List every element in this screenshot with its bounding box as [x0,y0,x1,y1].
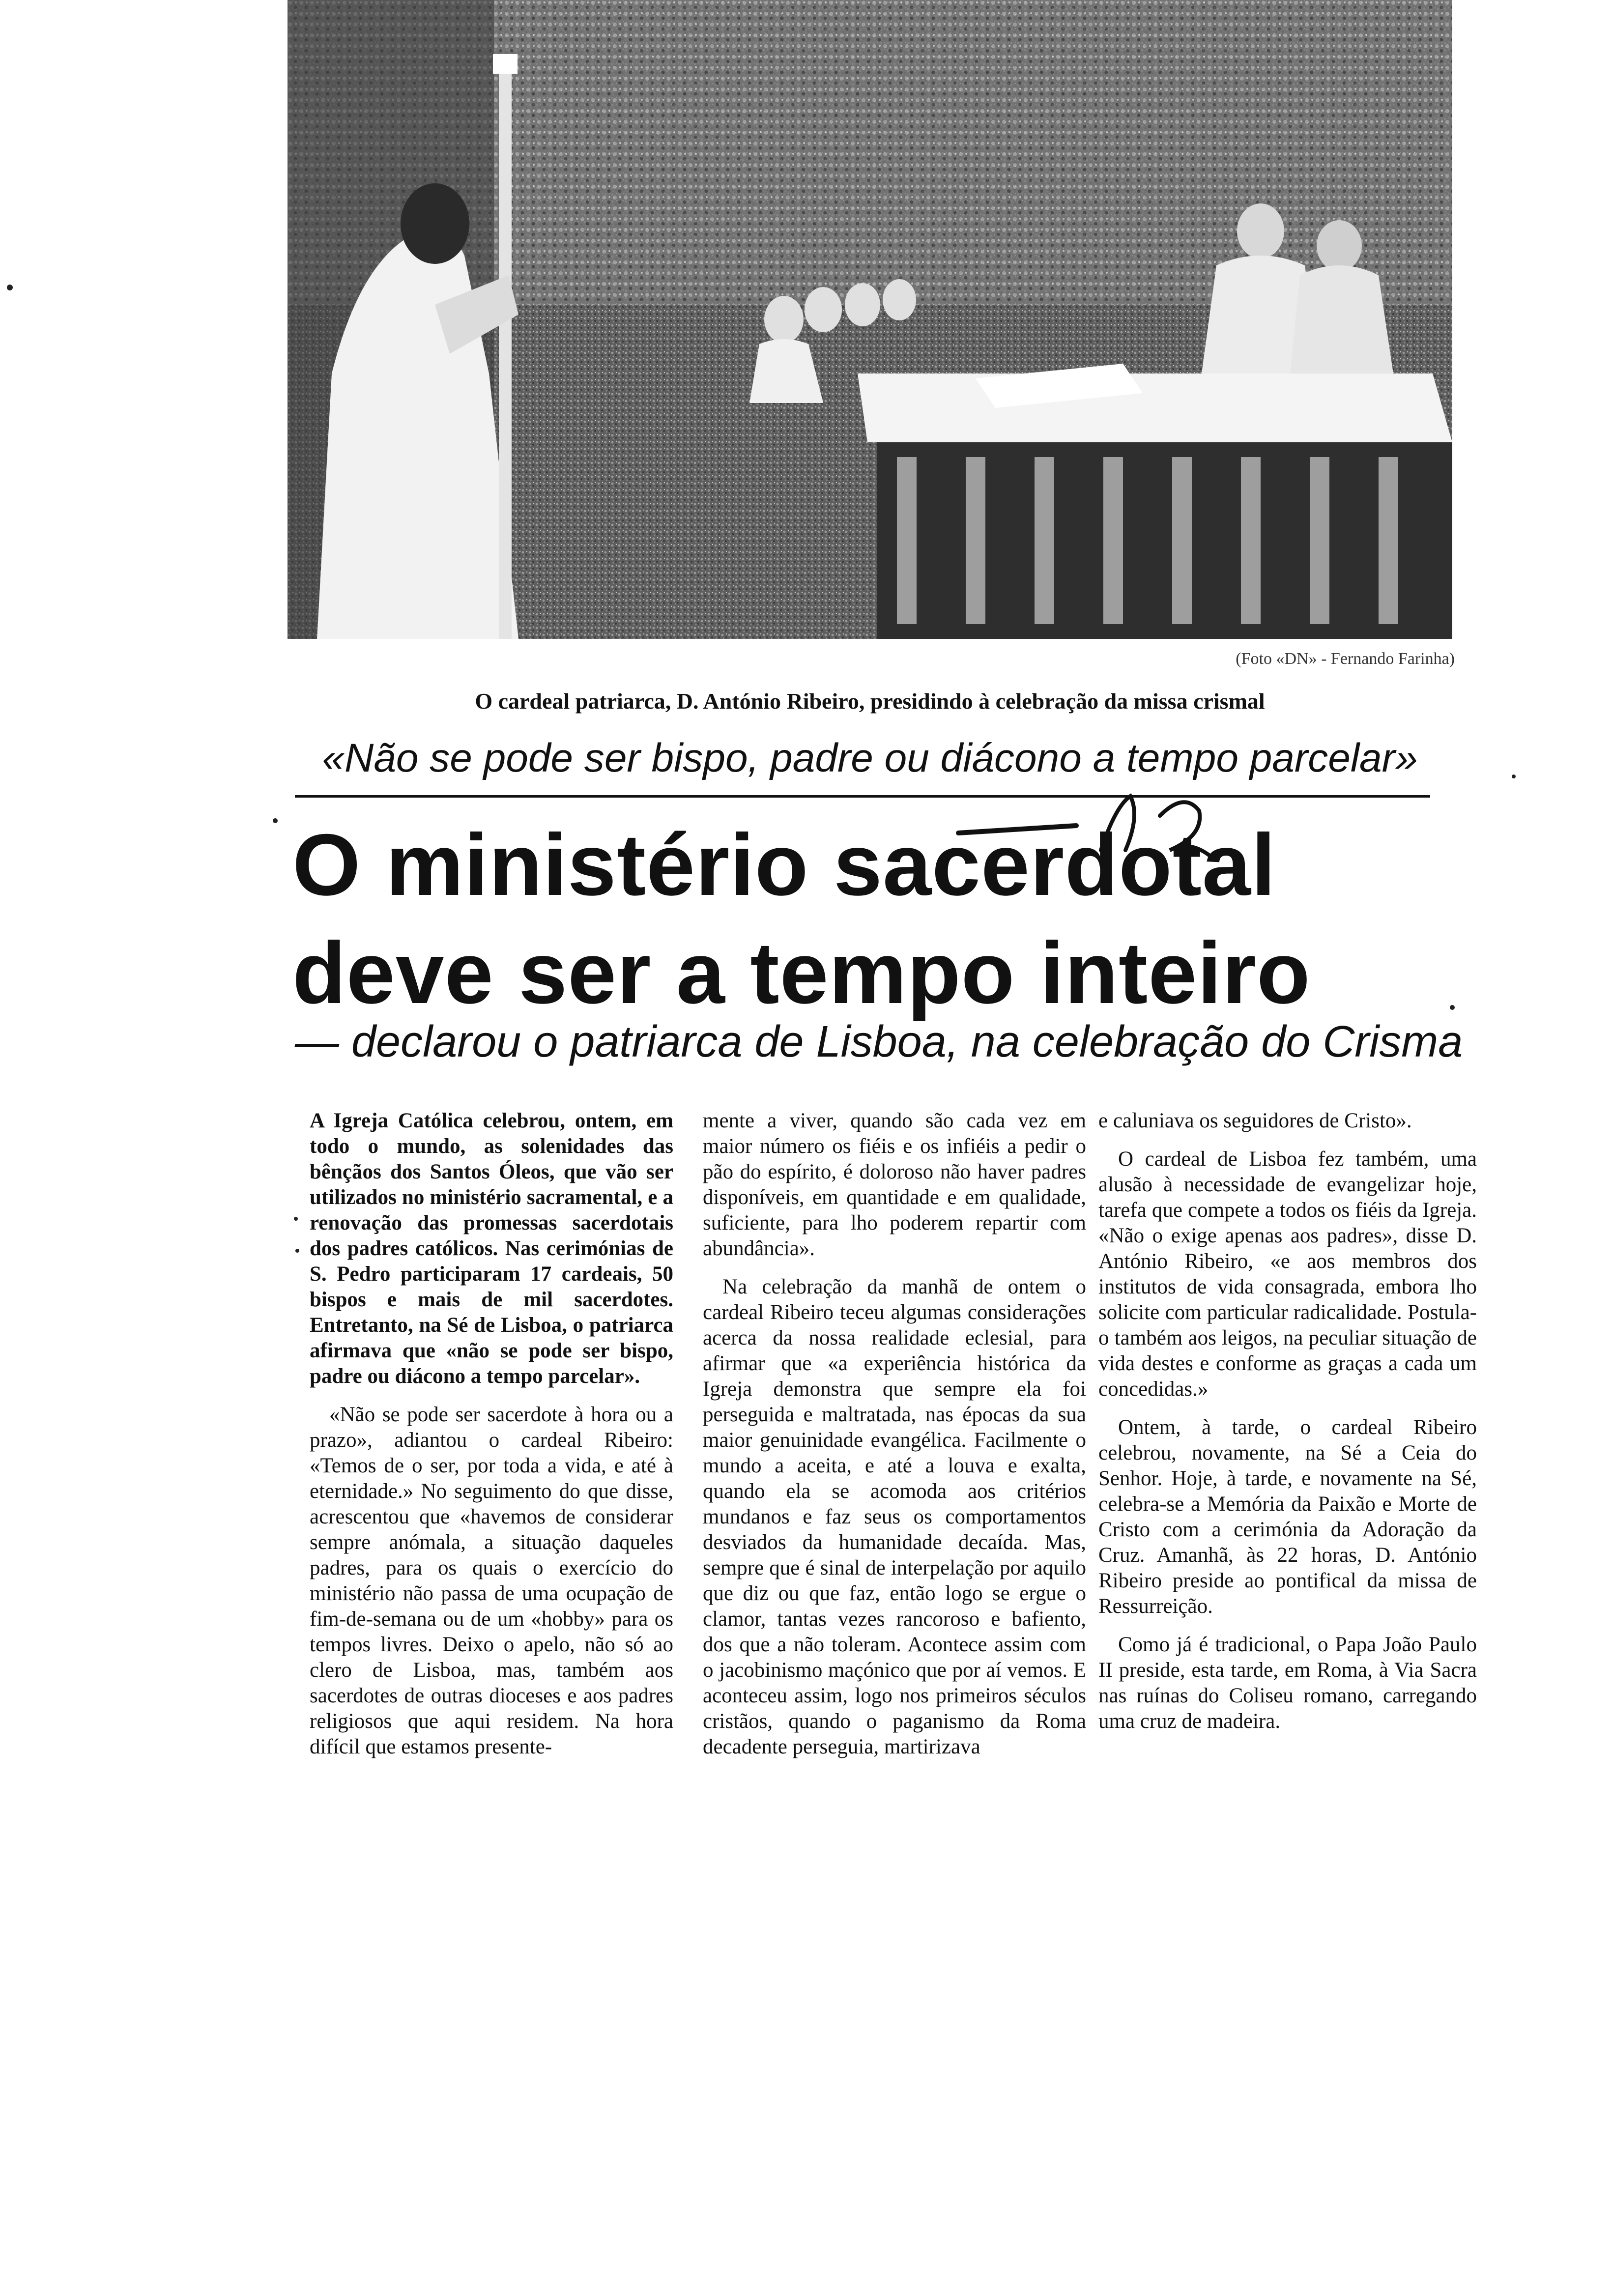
headline [292,811,1472,1027]
news-photo [288,0,1452,639]
article-paragraph: e caluniava os seguidores de Cristo». [1098,1109,1412,1132]
article-column-2 [703,1108,1086,1773]
photo-credit: (Foto «DN» - Fernando Farinha) [1236,650,1455,668]
photo-illustration [288,0,1452,639]
article-paragraph: «Não se pode ser sacerdote à hora ou a prazo», adiantou o cardeal Ribeiro: «Temos de o ser, por toda a vida, e até à eternidade.» No seguimento do que disse, acrescentou que «havemos de considerar sempre anómala, a situação daqueles padres, para os quais o exercício do ministério não passa de uma ocupação de fim-de-semana ou de um «hobby» para os tempos livres. Deixo o apelo, não só ao clero de Lisboa, mas, também aos sacerdotes de outras dioceses e aos padres religiosos que aqui residem. Na hora difícil que estamos presente- [310,1403,673,1758]
article-paragraph: Ontem, à tarde, o cardeal Ribeiro celebrou, novamente, na Sé a Ceia do Senhor. Hoje, à tarde, e novamente na Sé, celebra-se a Memória da Paixão e Morte de Cristo com a cerimónia da Adoração da Cruz. Amanhã, às 22 horas, D. António Ribeiro preside ao pontifical da missa de Ressurreição. [1098,1416,1477,1618]
article-paragraph: Na celebração da manhã de ontem o cardeal Ribeiro teceu algumas considerações acerca da nossa realidade eclesial, para afirmar que «a experiência histórica da Igreja demonstra que sempre ela foi perseguida e maltratada, nas épocas da sua maior genuinidade evangélica. Facilmente o mundo a aceita, e até a louva e exalta, quando ela se acomoda aos critérios mundanos e faz seus os comportamentos desviados da humanidade decaída. Mas, sempre que é sinal de interpelação por aquilo que diz ou que faz, então logo se ergue o clamor, tantas vezes rancoroso e bafiento, dos que a não toleram. Acontece assim com o jacobinismo maçónico que por aí vemos. E aconteceu assim, logo nos primeiros séculos cristãos, quando o paganismo da Roma decadente perseguia, martirizava [703,1275,1086,1758]
article-paragraph: Como já é tradicional, o Papa João Paulo II preside, esta tarde, em Roma, à Via Sacra nas ruínas do Coliseu romano, carregando uma cruz de madeira. [1098,1633,1477,1733]
kicker-quote: «Não se pode ser bispo, padre ou diácono a tempo parcelar» [322,736,1418,780]
photo-caption: O cardeal patriarca, D. António Ribeiro, presidindo à celebração da missa crismal [475,689,1265,714]
article-paragraph: mente a viver, quando são cada vez em maior número os fiéis e os infiéis a pedir o pão do espírito, é doloroso não haver padres disponíveis, em quantidade e em qualidade, suficiente, para lho poderem repartir com abundância». [703,1109,1086,1260]
headline-line-1: O ministério sacerdotal [292,816,1276,914]
subheadline: — declarou o patriarca de Lisboa, na celebração do Crisma [295,1017,1463,1066]
handwritten-scribble [953,786,1268,860]
article-lead-paragraph: A Igreja Católica celebrou, ontem, em todo o mundo, as solenidades das bênçãos dos Santos Óleos, que vão ser utilizados no ministério sacramental, e a renovação das promessas sacerdotais dos padres católicos. Nas cerimónias de S. Pedro participaram 17 cardeais, 50 bispos e mais de mil sacerdotes. Entretanto, na Sé de Lisboa, o patriarca afirmava que «não se pode ser bispo, padre ou diácono a tempo parcelar». [310,1109,673,1388]
headline-line-2: deve ser a tempo inteiro [292,924,1311,1022]
article-column-3 [1098,1108,1477,1747]
article-paragraph: O cardeal de Lisboa fez também, uma alusão à necessidade de evangelizar hoje, tarefa que compete a todos os fiéis da Igreja. «Não o exige apenas aos padres», disse D. António Ribeiro, «e aos membros dos institutos de vida consagrada, embora lho solicite com particular radicalidade. Postula-o também aos leigos, na peculiar situação de vida destes e conforme as graças a cada um concedidas.» [1098,1148,1477,1401]
article-column-1 [310,1108,673,1773]
